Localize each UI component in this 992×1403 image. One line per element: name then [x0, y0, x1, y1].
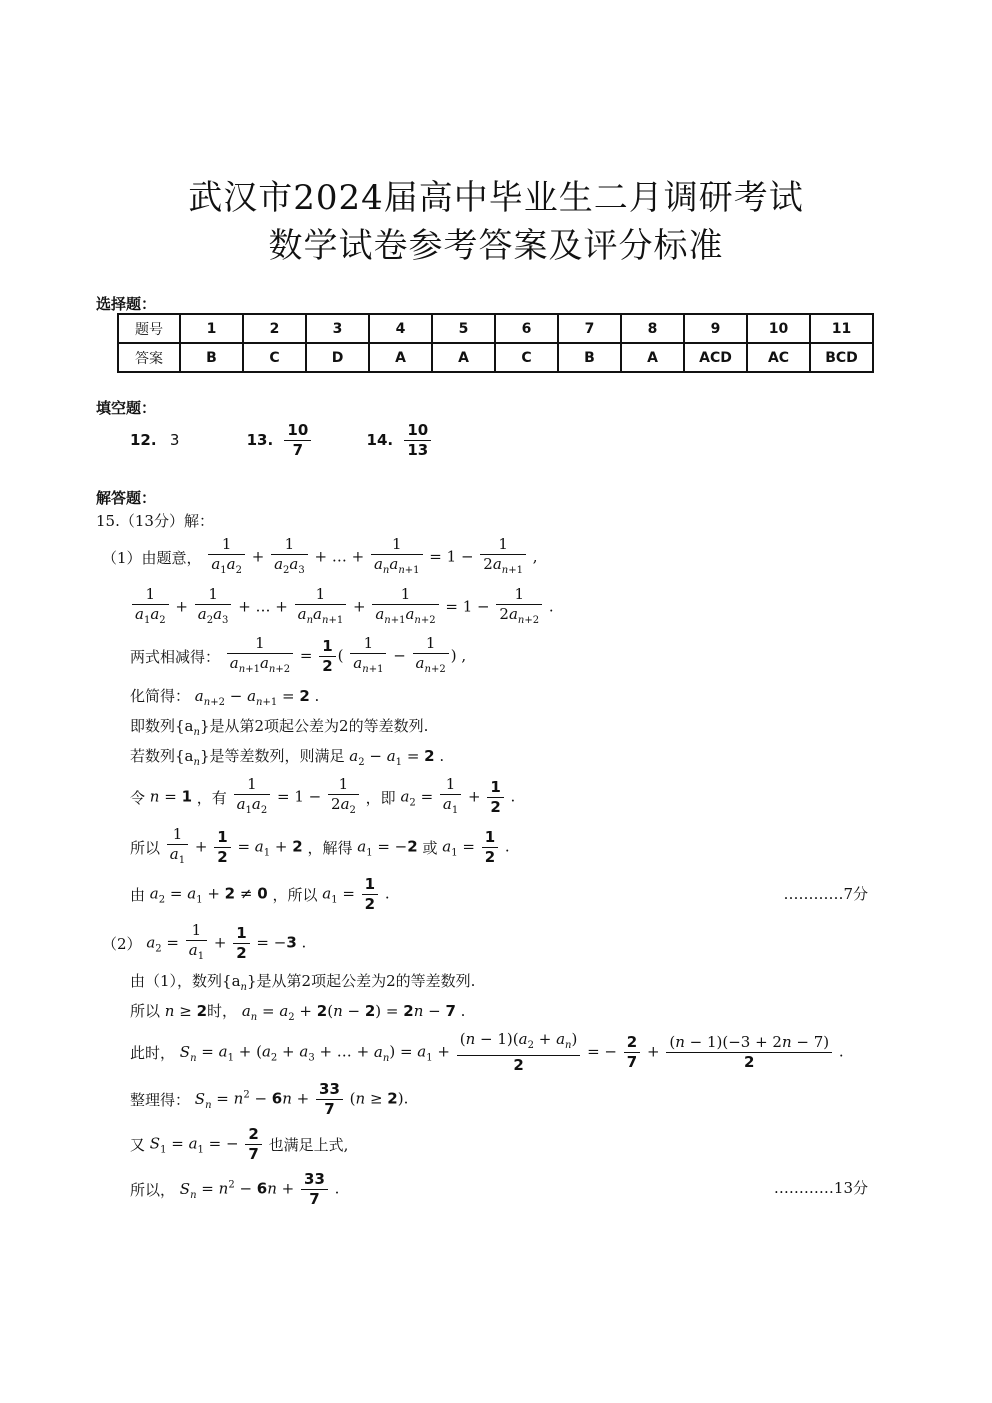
section-solve-label: 解答题：	[96, 489, 157, 507]
page-title-line2: 数学试卷参考答案及评分标准	[268, 226, 724, 266]
table-cell: 9	[684, 314, 747, 343]
table-cell: 8	[621, 314, 684, 343]
table-cell: B	[558, 343, 621, 372]
table-cell: BCD	[810, 343, 873, 372]
solution-line: 若数列$\{a_n\}$是等差数列，则满足 $a_2 - a_1 = 2$ .	[130, 747, 445, 768]
solution-line: 又 $S_1 = a_1$ = − $\frac{2}{7}$ 也满足上式,	[130, 1125, 349, 1163]
answer-table	[117, 313, 874, 373]
solution-line: （1）由题意， $\frac{1}{a_1a_2}$ + $\frac{1}{a_2a_3}$ + … + $\frac{1}{a_na_{n+1}}$ = 1 − $\frac{1}{2a_{n+1}}$ ,	[102, 535, 538, 576]
table-row-answers	[118, 343, 873, 372]
solution-line: 所以 $\frac{1}{a_1}$ + $\frac{1}{2}$ = $a_1 + 2$ ，解得 $a_1 = -2$ 或 $a_1$ = $\frac{1}{2}$ .	[130, 825, 510, 866]
table-cell: 11	[810, 314, 873, 343]
table-row-numbers	[118, 314, 873, 343]
table-cell: B	[180, 343, 243, 372]
solution-line: 由 $a_2 = a_1 + 2 \ne 0$ ，所以 $a_1$ = $\frac{1}{2}$ .	[130, 875, 390, 913]
table-cell: A	[621, 343, 684, 372]
fill-a13: $\frac{10}{7}$	[284, 421, 311, 460]
solution-line: 整理得： $S_n = n^2 - 6n$ + $\frac{33}{7}$ (n ≥ 2).	[130, 1080, 409, 1118]
solution-line: 化简得： $a_{n+2} - a_{n+1} = 2$ .	[130, 687, 320, 708]
table-cell: C	[243, 343, 306, 372]
solution-line: 即数列$\{a_n\}$是从第2项起公差为2的等差数列.	[130, 717, 429, 738]
table-cell: AC	[747, 343, 810, 372]
table-header-question: 题号	[118, 314, 180, 343]
table-cell: ACD	[684, 343, 747, 372]
table-header-answer: 答案	[118, 343, 180, 372]
fill-q13: 13.	[246, 431, 274, 449]
solution-line: （2） $a_2$ = $\frac{1}{a_1}$ + $\frac{1}{2}$ = −3 .	[102, 921, 307, 962]
table-cell: 2	[243, 314, 306, 343]
solution-line: 两式相减得： $\frac{1}{a_{n+1}a_{n+2}}$ = $\frac{1}{2}$ ( $\frac{1}{a_{n+1}}$ − $\frac{1}{a_{n+2}}$ ) ,	[130, 634, 467, 675]
table-cell: 1	[180, 314, 243, 343]
table-cell: 5	[432, 314, 495, 343]
fill-answers	[130, 421, 433, 460]
table-cell: D	[306, 343, 369, 372]
table-cell: C	[495, 343, 558, 372]
solution-line: 令 n = 1 ，有 $\frac{1}{a_1a_2}$ = 1 − $\frac{1}{2a_2}$ ，即 $a_2$ = $\frac{1}{a_1}$ + $\frac{1}{2}$ .	[130, 775, 516, 816]
table-cell: 3	[306, 314, 369, 343]
page-title-line1: 武汉市2024届高中毕业生二月调研考试	[188, 178, 804, 218]
solution-line: $\frac{1}{a_1a_2}$ + $\frac{1}{a_2a_3}$ + … + $\frac{1}{a_na_{n+1}}$ + $\frac{1}{a_{n+1}a_{n+2}}$ = 1 − $\frac{1}{2a_{n+2}}$ .	[130, 585, 554, 630]
table-cell: A	[369, 343, 432, 372]
score-marker-7: …………7分	[783, 885, 868, 903]
table-cell: 10	[747, 314, 810, 343]
section-choice-label: 选择题：	[96, 295, 157, 313]
fill-a14: $\frac{10}{13}$	[404, 421, 431, 460]
fill-q14: 14.	[366, 431, 394, 449]
fill-a12: 3	[169, 431, 180, 449]
solution-line: 所以 n ≥ 2时， $a_n = a_2 + 2(n - 2) = 2n - 7$ .	[130, 1002, 466, 1023]
solution-line: 所以， $S_n = n^2 - 6n$ + $\frac{33}{7}$ .	[130, 1170, 340, 1208]
solution-line: 由（1），数列$\{a_n\}$是从第2项起公差为2的等差数列.	[130, 972, 476, 993]
problem-15-header: 15.（13分）解：	[96, 512, 214, 530]
table-cell: 6	[495, 314, 558, 343]
score-marker-13: …………13分	[773, 1179, 868, 1197]
fill-q12: 12.	[130, 431, 157, 449]
table-cell: 4	[369, 314, 432, 343]
section-fill-label: 填空题：	[96, 399, 157, 417]
table-cell: 7	[558, 314, 621, 343]
solution-line: 此时， $S_n = a_1 + (a_2 + a_3$ + … + $a_n) = a_1$ + $\frac{(n - 1)(a_2 + a_n)}{2}$ = − $\frac{2}{7}$ + $\frac{(n - 1)(-3 + 2n - 7)}{2}$ .	[130, 1030, 844, 1074]
table-cell: A	[432, 343, 495, 372]
